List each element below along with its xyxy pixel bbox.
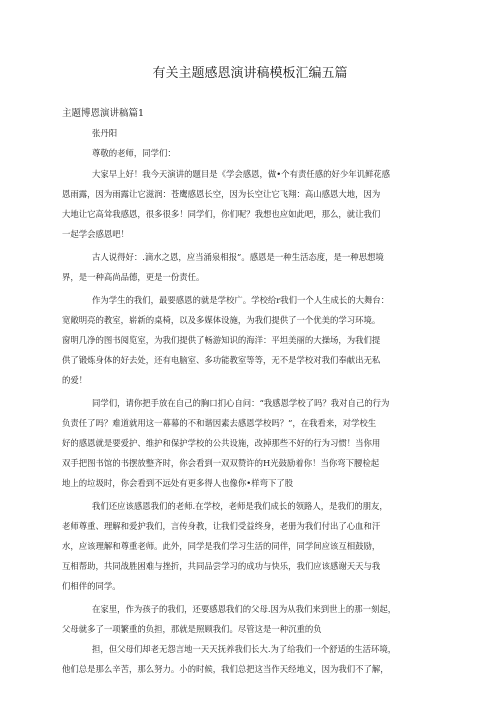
paragraph-line: 古人说得好：.滴水之恩，应当涌泉相报”。感恩是一种生活态度，是一种思想境 [92,252,384,262]
paragraph-line: 宽敞明亮的教室，崭新的桌椅，以及多媒体设施，为我们提供了一个优美的学习环境。 [62,315,381,325]
paragraph-line: 在家里，作为孩子的我们，还要感恩我们的父母.因为从我们来到世上的那一刻起， [92,604,397,614]
paragraph-line: 的爱！ [62,375,88,385]
author-line: 张丹阳 [92,128,118,138]
paragraph-line: 大家早上好！我今天演讲的题目是《学会感恩，做•个有责任感的好少年讥鲜花感 [92,169,391,179]
paragraph-line: 互相帮助，共同战胜困难与挫折，共同品尝学习的成功与快乐，我们应该感谢天天与我 [62,561,381,571]
paragraph-line: 界，是一种高尚品德，更是一份责任。 [62,272,205,282]
paragraph-line: 一起学会感恩吧！ [62,229,129,239]
paragraph-line: 他们总是那么辛苦，那么努力。小的时候，我们总把这当作天经地义，因为我们不了解， [62,664,389,674]
paragraph-line: 大地让它高耸我感恩，很多很多！同学们，你们呢？我想也应如此吧，那么，就让我们 [62,209,381,219]
paragraph-line: 好的感恩就是要爱护、维护和保护学校的公共设施，改掉那些不好的行为习惯！当你用 [62,438,381,448]
paragraph-line: 们相伴的同学。 [62,581,121,591]
paragraph-line: 供了锻炼身体的好去处，还有电脑室、多功能教室等等，无不是学校对我们奉献出无私 [62,355,381,365]
paragraph-line: 老师尊重、理解和爱护我们，言传身教，让我们受益终身，老册为我们付出了心血和汗 [62,521,381,531]
paragraph-line: 双手把图书馆的书摆放整齐时，你会看到一双双赞许的H光鼓励着你！当你弯下腰检起 [62,458,380,468]
section-heading: 主题博恩演讲稿篇1 [62,108,145,119]
paragraph-line: 我们还应该感恩我们的老师.在学校，老师是我们成长的领路人，是我们的朋友， [92,501,388,511]
paragraph-line: 父母就多了一项繁重的负担，那就是照顾我们。尽管这是一种沉重的负 [62,624,322,634]
paragraph-line: 作为学生的我们，最要感恩的就是学校广。学校给r我们一个人生成长的大舞台： [92,295,390,305]
paragraph-line: 地上的垃圾时，你会看到不远处有更多得人也像你•样弯下了股 [62,478,294,488]
paragraph-line: 水，应该理解和尊重老师。此外，同学是我们学习生活的同伴，同学间应该互相鼓励， [62,541,381,551]
salutation-line: 尊敬的老师，同学们： [92,148,176,158]
paragraph-line: 窗明几净的图书阅览室，为我们提供了畅游知识的海洋：平坦美丽的大操场，为我们提 [62,335,381,345]
paragraph-line: 同学们，请你把手放在自己的胸口扪心自问：“我感恩学校了吗？我对自己的行为 [92,398,390,408]
paragraph-line: 恩雨露，因为雨露让它滋润：苍鹰感恩长空，因为长空让它飞翔：高山感恩大地，因为 [62,189,381,199]
paragraph-line: 负责任了吗？难道就用这一幕幕的不和谐因素去感恩学校吗？”，在我看来，对学校生 [62,418,377,428]
paragraph-line: 担，但父母们却老无怨言地一天天抚养我们长大.为了给我们一个舒适的生活环境， [92,644,397,654]
document-title: 有关主题感恩演讲稿模板汇编五篇 [152,66,348,81]
